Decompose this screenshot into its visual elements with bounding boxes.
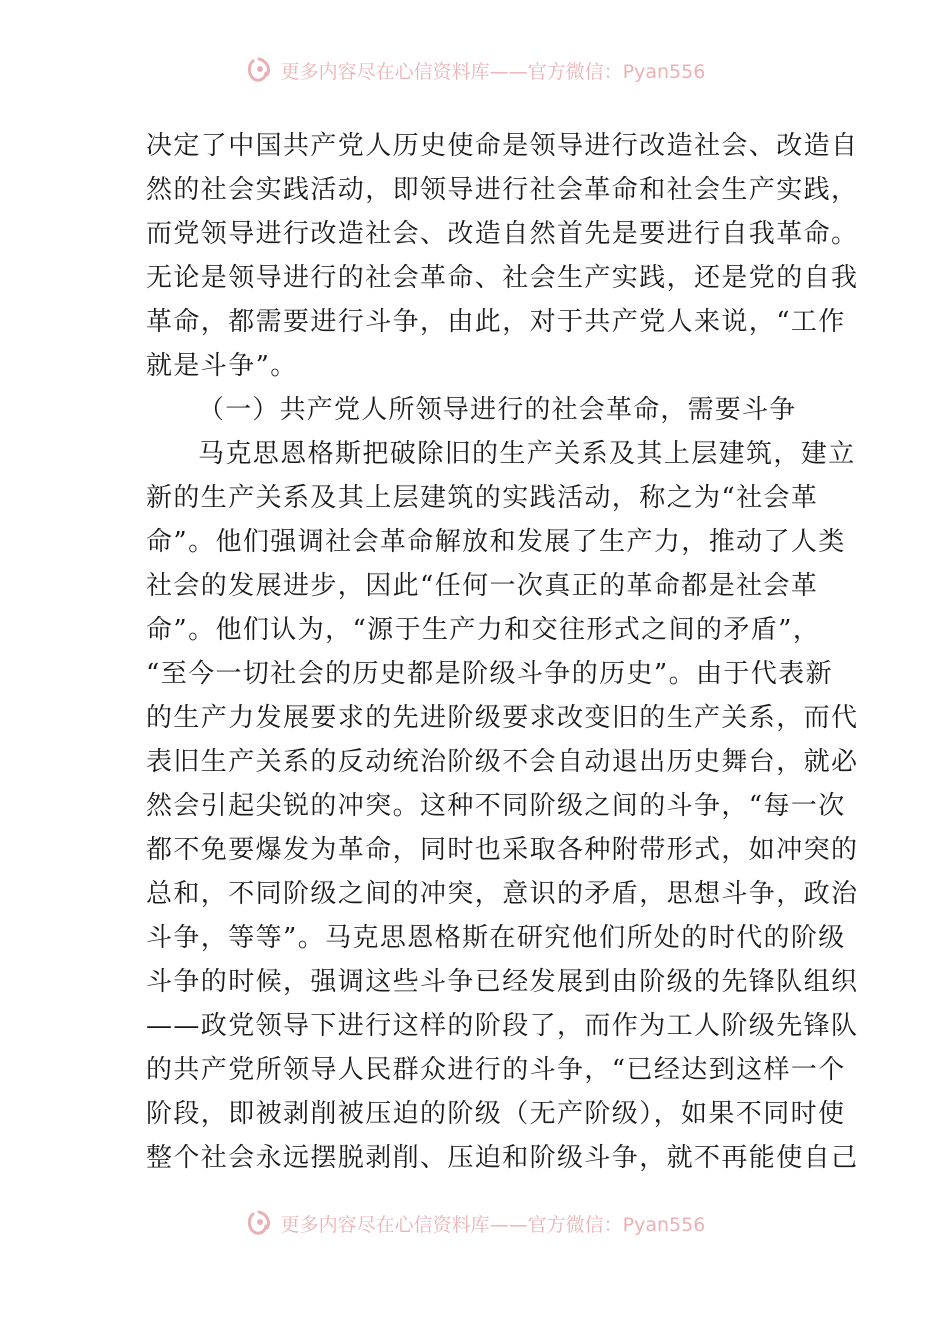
footer-watermark xyxy=(0,1203,950,1243)
watermark-text: 更多内容尽在心信资料库——官方微信：Pyan556 xyxy=(280,1213,706,1236)
section-heading: （一）共产党人所领导进行的社会革命，需要斗争 xyxy=(198,395,797,425)
body-line: “至今一切社会的历史都是阶级斗争的历史”。由于代表新 xyxy=(146,659,833,689)
body-line: 马克思恩格斯把破除旧的生产关系及其上层建筑，建立 xyxy=(198,439,856,469)
body-line: 整个社会永远摆脱剥削、压迫和阶级斗争，就不再能使自己 xyxy=(146,1143,859,1173)
body-line: 然会引起尖锐的冲突。这种不同阶级之间的斗争，“每一次 xyxy=(146,791,846,821)
body-line: 的共产党所领导人民群众进行的斗争，“已经达到这样一个 xyxy=(146,1055,846,1085)
body-line: 革命，都需要进行斗争，由此，对于共产党人来说，“工作 xyxy=(146,307,846,337)
body-line: 决定了中国共产党人历史使命是领导进行改造社会、改造自 xyxy=(146,131,859,161)
body-line: 总和，不同阶级之间的冲突，意识的矛盾，思想斗争，政治 xyxy=(146,879,859,909)
header-watermark xyxy=(0,50,950,90)
document-body xyxy=(146,124,859,1180)
body-line: 都不免要爆发为革命，同时也采取各种附带形式，如冲突的 xyxy=(146,835,859,865)
brand-logo-icon xyxy=(245,55,275,85)
body-line: 命”。他们强调社会革命解放和发展了生产力，推动了人类 xyxy=(146,527,846,557)
body-line: 无论是领导进行的社会革命、社会生产实践，还是党的自我 xyxy=(146,263,859,293)
body-line: 而党领导进行改造社会、改造自然首先是要进行自我革命。 xyxy=(146,219,859,249)
body-line: 的生产力发展要求的先进阶级要求改变旧的生产关系，而代 xyxy=(146,703,859,733)
body-line: 阶段，即被剥削被压迫的阶级（无产阶级），如果不同时使 xyxy=(146,1099,846,1129)
body-line: 表旧生产关系的反动统治阶级不会自动退出历史舞台，就必 xyxy=(146,747,859,777)
body-line: ——政党领导下进行这样的阶段了，而作为工人阶级先锋队 xyxy=(146,1011,859,1041)
body-line: 然的社会实践活动，即领导进行社会革命和社会生产实践， xyxy=(146,175,859,205)
body-line: 斗争的时候，强调这些斗争已经发展到由阶级的先锋队组织 xyxy=(146,967,859,997)
brand-logo-icon xyxy=(245,1208,275,1238)
watermark-text: 更多内容尽在心信资料库——官方微信：Pyan556 xyxy=(280,60,706,83)
body-line: 命”。他们认为，“源于生产力和交往形式之间的矛盾”， xyxy=(146,615,821,645)
body-line: 就是斗争”。 xyxy=(146,351,298,381)
body-line: 社会的发展进步，因此“任何一次真正的革命都是社会革 xyxy=(146,571,819,601)
body-line: 新的生产关系及其上层建筑的实践活动，称之为“社会革 xyxy=(146,483,819,513)
body-line: 斗争，等等”。马克思恩格斯在研究他们所处的时代的阶级 xyxy=(146,923,846,953)
